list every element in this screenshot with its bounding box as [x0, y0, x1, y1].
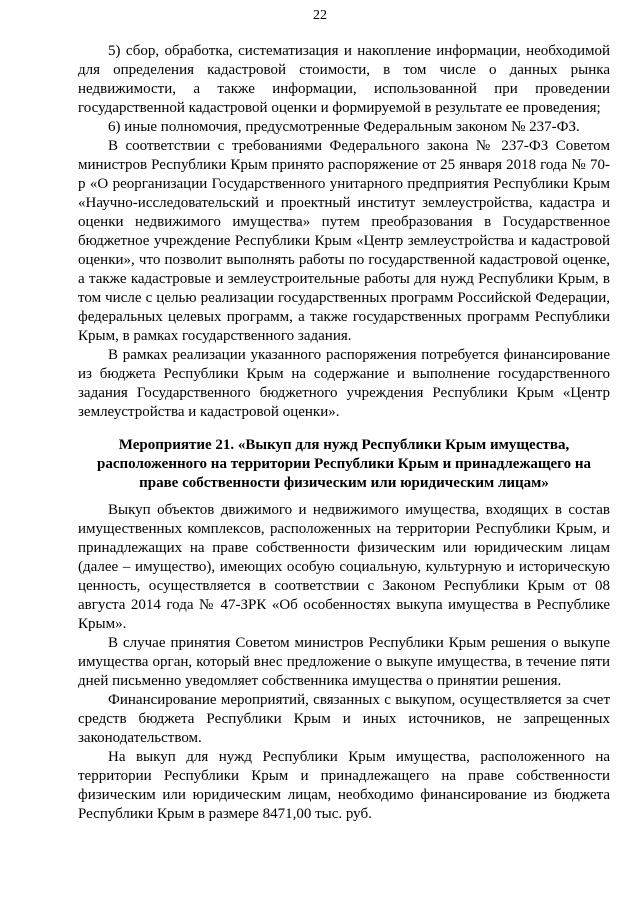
paragraph-buyout-decision: В случае принятия Советом министров Республики Крым решения о выкупе имущества орган, который внес предложение о выкупе имущества, в течение пяти дней письменно уведомляет собственника имущества о принятии решения.: [78, 635, 610, 689]
paragraph-reorganization: В соответствии с требованиями Федерального закона № 237-ФЗ Советом министров Республики Крым принято распоряжение от 25 января 2018 года № 70-р «О реорганизации Государственного унитарного предприятия Республики Крым «Научно-исследовательский и проектный институт землеустройства, кадастра и оценки недвижимого имущества» путем преобразования в Государственное бюджетное учреждение Республики Крым «Центр землеустройства и кадастровой оценки», что позволит выполнять работы по государственной кадастровой оценке, а также кадастровые и землеустроительные работы для нужд Республики Крым, в том числе с целью реализации государственных программ Российской Федерации, федеральных целевых программ, а также государственных программ Республики Крым, в рамках государственного задания.: [78, 138, 610, 344]
list-item-5: 5) сбор, обработка, систематизация и накопление информации, необходимой для определения кадастровой стоимости, в том числе о данных рынка недвижимости, а также информации, использованной при проведении государственной кадастровой оценки и формируемой в результате ее проведения;: [78, 43, 610, 116]
section-heading: Мероприятие 21. «Выкуп для нужд Республики Крым имущества, расположенного на территории Республики Крым и принадлежащего на праве собственности физическим или юридическим лицам»: [97, 437, 591, 491]
page-number: 22: [313, 8, 327, 23]
document-body: [78, 42, 610, 824]
paragraph-financing-center: В рамках реализации указанного распоряжения потребуется финансирование из бюджета Республики Крым на содержание и выполнение государственного задания Государственного бюджетного учреждения Республики Крым «Центр землеустройства и кадастровой оценки».: [78, 347, 610, 420]
paragraph-buyout-objects: Выкуп объектов движимого и недвижимого имущества, входящих в состав имущественных комплексов, расположенных на территории Республики Крым, и принадлежащих на праве собственности физическим или юридическим лицам (далее – имущество), имеющих особую социальную, культурную и историческую ценность, осуществляется в соответствии с Законом Республики Крым от 08 августа 2014 года № 47-ЗРК «Об особенностях выкупа имущества в Республике Крым».: [78, 502, 610, 632]
paragraph-buyout-financing: Финансирование мероприятий, связанных с выкупом, осуществляется за счет средств бюджета Республики Крым и иных источников, не запрещенных законодательством.: [78, 692, 610, 746]
list-item-6: 6) иные полномочия, предусмотренные Федеральным законом № 237-ФЗ.: [108, 119, 580, 135]
paragraph-buyout-amount: На выкуп для нужд Республики Крым имущества, расположенного на территории Республики Крым и принадлежащего на праве собственности физическим или юридическим лицам, необходимо финансирование из бюджета Республики Крым в размере 8471,00 тыс. руб.: [78, 749, 610, 822]
